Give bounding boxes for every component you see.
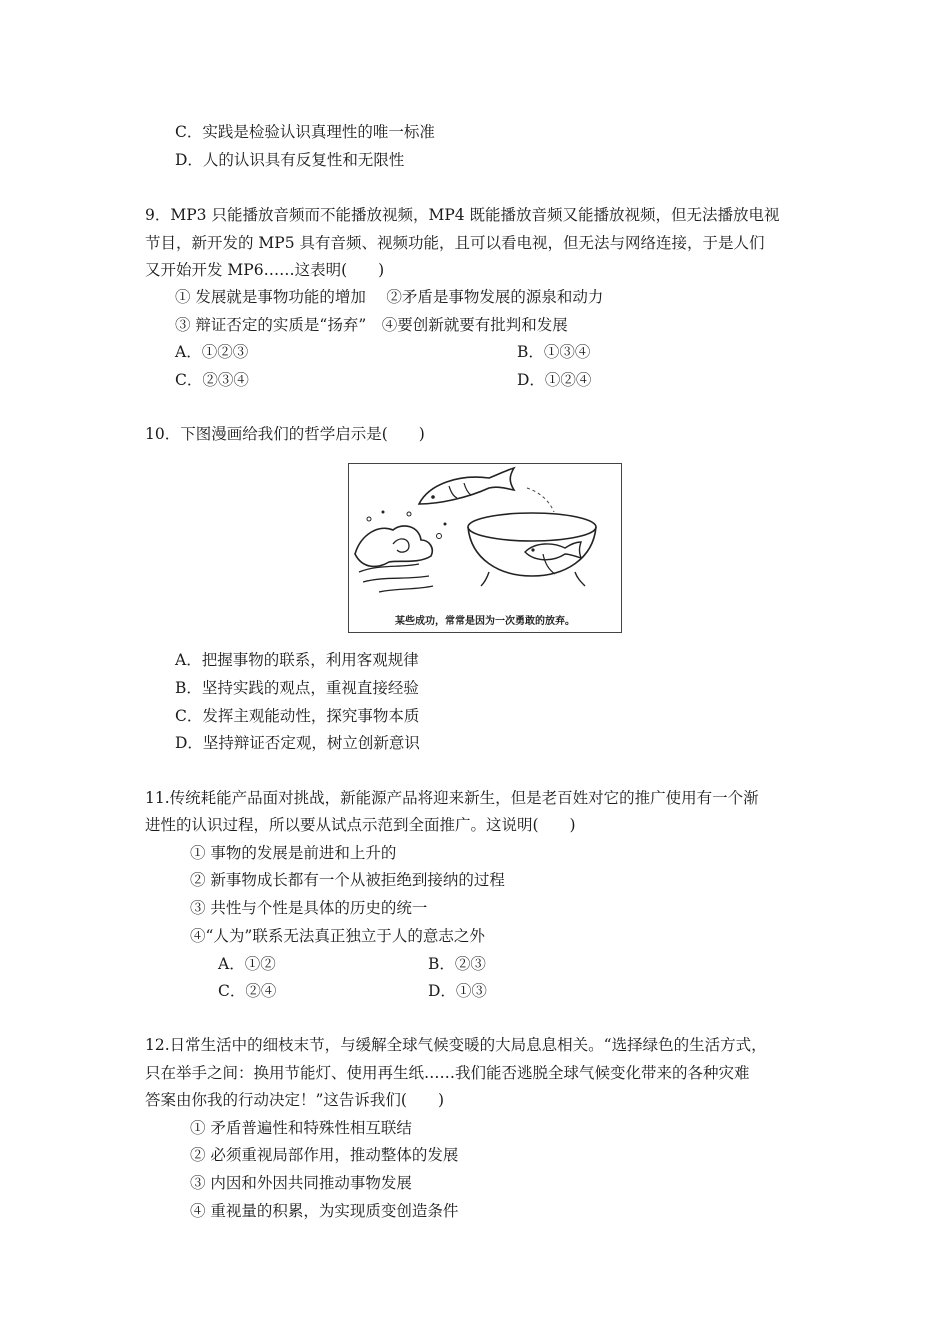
cartoon-figure bbox=[348, 463, 622, 633]
fish-bowl-cartoon bbox=[349, 464, 621, 610]
q11-statement-1: ① 事物的发展是前进和上升的 bbox=[190, 844, 397, 862]
q9-stem-line-2: 节目，新开发的 MP5 具有音频、视频功能，且可以看电视，但无法与网络连接，于是人们 bbox=[145, 234, 765, 252]
q11-statement-3: ③ 共性与个性是具体的历史的统一 bbox=[190, 899, 428, 917]
q10-option-d: D．坚持辩证否定观，树立创新意识 bbox=[175, 734, 420, 752]
q12-stem-line-1: 12.日常生活中的细枝末节，与缓解全球气候变暖的大局息息相关。“选择绿色的生活方式， bbox=[145, 1036, 767, 1054]
q10-option-a: A．把握事物的联系，利用客观规律 bbox=[175, 651, 419, 669]
q10-option-b: B．坚持实践的观点，重视直接经验 bbox=[175, 679, 419, 697]
q9-option-a: A．①②③ bbox=[175, 343, 249, 361]
q12-stem-line-2: 只在举手之间：换用节能灯、使用再生纸……我们能否逃脱全球气候变化带来的各种灾难 bbox=[145, 1064, 750, 1082]
q10-stem: 10．下图漫画给我们的哲学启示是( ) bbox=[145, 425, 425, 443]
q11-option-a: A．①② bbox=[218, 955, 276, 973]
q11-statement-2: ② 新事物成长都有一个从被拒绝到接纳的过程 bbox=[190, 871, 505, 889]
q12-statement-1: ① 矛盾普遍性和特殊性相互联结 bbox=[190, 1119, 412, 1137]
q8-option-c: C．实践是检验认识真理性的唯一标准 bbox=[175, 123, 435, 141]
q11-statement-4: ④“人为”联系无法真正独立于人的意志之外 bbox=[190, 927, 485, 945]
q9-statement-3-4: ③ 辩证否定的实质是“扬弃” ④要创新就要有批判和发展 bbox=[175, 316, 568, 334]
q11-option-b: B．②③ bbox=[428, 955, 486, 973]
q12-statement-4: ④ 重视量的积累，为实现质变创造条件 bbox=[190, 1202, 459, 1220]
cartoon-caption: 某些成功，常常是因为一次勇敢的放弃。 bbox=[395, 616, 575, 627]
q12-statement-2: ② 必须重视局部作用，推动整体的发展 bbox=[190, 1146, 459, 1164]
q9-option-d: D．①②④ bbox=[517, 371, 592, 389]
q10-option-c: C．发挥主观能动性，探究事物本质 bbox=[175, 707, 420, 725]
q12-statement-3: ③ 内因和外因共同推动事物发展 bbox=[190, 1174, 412, 1192]
q8-option-d: D．人的认识具有反复性和无限性 bbox=[175, 151, 405, 169]
q11-stem-line-1: 11.传统耗能产品面对挑战，新能源产品将迎来新生，但是老百姓对它的推广使用有一个渐 bbox=[145, 789, 759, 807]
q9-option-b: B．①③④ bbox=[517, 343, 591, 361]
q12-stem-line-3: 答案由你我的行动决定！”这告诉我们( ) bbox=[145, 1091, 445, 1109]
q11-stem-line-2: 进性的认识过程，所以要从试点示范到全面推广。这说明( ) bbox=[145, 816, 576, 834]
q11-option-d: D．①③ bbox=[428, 982, 487, 1000]
q9-option-c: C．②③④ bbox=[175, 371, 249, 389]
q11-option-c: C．②④ bbox=[218, 982, 277, 1000]
q9-stem-line-1: 9．MP3 只能播放音频而不能播放视频，MP4 既能播放音频又能播放视频，但无法播放电视 bbox=[145, 206, 780, 224]
q9-stem-line-3: 又开始开发 MP6……这表明( ) bbox=[145, 261, 385, 279]
q9-statement-1-2: ① 发展就是事物功能的增加 ②矛盾是事物发展的源泉和动力 bbox=[175, 288, 604, 306]
